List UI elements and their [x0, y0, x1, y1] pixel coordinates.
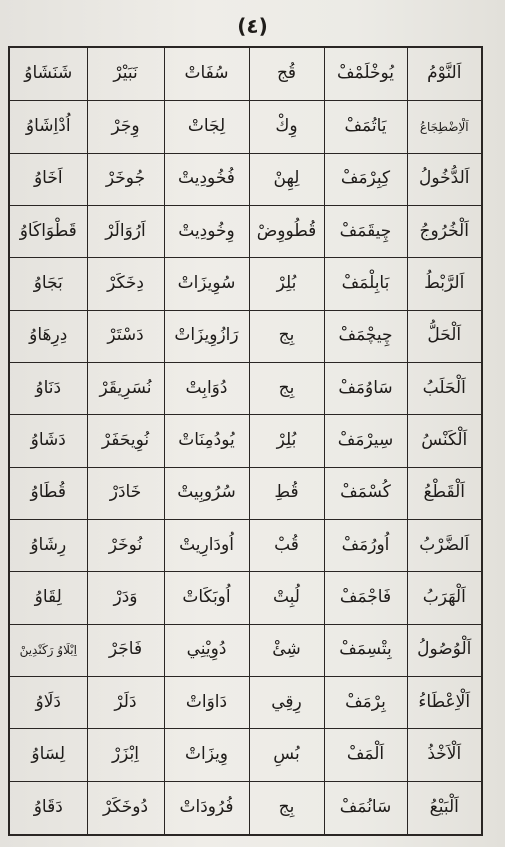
table-cell: اَلدُّخُولُ	[407, 153, 482, 205]
table-cell: اَلْخُرُوجُ	[407, 205, 482, 257]
table-row	[9, 781, 482, 835]
table-cell: خَادَرْ	[87, 467, 164, 519]
table-cell: بُلِرْ	[249, 258, 324, 310]
table-cell: يُودُمِنَاتْ	[164, 415, 249, 467]
table-cell: اَلْهَرَبُ	[407, 572, 482, 624]
table-cell: سِيرْمَفْ	[324, 415, 407, 467]
table-cell: جُوخَرْ	[87, 153, 164, 205]
table-cell: قُطِ	[249, 467, 324, 519]
table-cell: رِقِي	[249, 677, 324, 729]
table-cell: اَلْحَلُّ	[407, 310, 482, 362]
table-cell: لِقَاوُ	[9, 572, 87, 624]
table-row	[9, 415, 482, 467]
table-cell: رَازُوِيزَاتْ	[164, 310, 249, 362]
table-cell: قُج	[249, 47, 324, 101]
table-cell: اَلرَّبْطُ	[407, 258, 482, 310]
table-row	[9, 624, 482, 676]
table-row	[9, 519, 482, 571]
table-cell: دِرِهَاوُ	[9, 310, 87, 362]
table-cell: وِيزَاتْ	[164, 729, 249, 781]
table-cell: وِجَرْ	[87, 101, 164, 153]
table-cell: سُفَاتْ	[164, 47, 249, 101]
table-row	[9, 362, 482, 414]
table-cell: اَلْاَخْذُ	[407, 729, 482, 781]
table-row	[9, 153, 482, 205]
table-cell: لِسَاوُ	[9, 729, 87, 781]
table-cell: اُدْاِشَاوُ	[9, 101, 87, 153]
table-row	[9, 677, 482, 729]
table-cell: شِئْ	[249, 624, 324, 676]
table-cell: چِيچْمَفْ	[324, 310, 407, 362]
table-cell: رِشَاوُ	[9, 519, 87, 571]
table-cell: اَلْوُصُولُ	[407, 624, 482, 676]
table-cell: دُوِيْنِي	[164, 624, 249, 676]
table-cell: فَاجَرْ	[87, 624, 164, 676]
table-cell: فَاجْمَفْ	[324, 572, 407, 624]
table-cell: اِبْزَرْ	[87, 729, 164, 781]
table-cell: لِجَاتْ	[164, 101, 249, 153]
table-row	[9, 205, 482, 257]
table-row	[9, 101, 482, 153]
table-cell: دَشَاوُ	[9, 415, 87, 467]
table-cell: اُوبَكَاتْ	[164, 572, 249, 624]
table-cell: بُسِ	[249, 729, 324, 781]
table-cell: اَلْمَفْ	[324, 729, 407, 781]
table-cell: كُسْمَفْ	[324, 467, 407, 519]
table-cell: اِبْلَاوُ رَكَنْدِينْ	[9, 624, 87, 676]
table-cell: سُوِيزَاتْ	[164, 258, 249, 310]
table-cell: بِرْمَفْ	[324, 677, 407, 729]
table-cell: قُطُووِضْ	[249, 205, 324, 257]
table-cell: اَلْاِضْطِجَاعُ	[407, 101, 482, 153]
table-cell: لُبِتْ	[249, 572, 324, 624]
table-cell: دِخَكَرْ	[87, 258, 164, 310]
table-cell: اَلْحَلَبُ	[407, 362, 482, 414]
table-cell: نُوِيحَفَرْ	[87, 415, 164, 467]
table-cell: وِكْ	[249, 101, 324, 153]
table-cell: اَلْبَيْعُ	[407, 781, 482, 835]
vocabulary-table	[8, 46, 483, 836]
table-cell: اُودَارِيتْ	[164, 519, 249, 571]
table-cell: قُطَاوُ	[9, 467, 87, 519]
table-cell: بُلِرْ	[249, 415, 324, 467]
table-cell: كِبِرْمَفْ	[324, 153, 407, 205]
table-cell: قَطْوَاكَاوُ	[9, 205, 87, 257]
table-cell: اَرُوَالَرْ	[87, 205, 164, 257]
table-row	[9, 310, 482, 362]
table-cell: نُوخَرْ	[87, 519, 164, 571]
table-row	[9, 572, 482, 624]
table-cell: فُخُودِيتْ	[164, 153, 249, 205]
table-cell: سَانُمَفْ	[324, 781, 407, 835]
table-cell: بَجَاوُ	[9, 258, 87, 310]
table-cell: اَلْكَنْسُ	[407, 415, 482, 467]
table-cell: اَلْاِعْطَاءُ	[407, 677, 482, 729]
table-cell: دَقَاوُ	[9, 781, 87, 835]
table-cell: قُبْ	[249, 519, 324, 571]
table-cell: دَلَرْ	[87, 677, 164, 729]
table-cell: دَلَاوُ	[9, 677, 87, 729]
table-cell: وَدَرْ	[87, 572, 164, 624]
table-cell: يُوخْلَمْفْ	[324, 47, 407, 101]
table-cell: اَلنَّوْمُ	[407, 47, 482, 101]
table-cell: اُورُمَفْ	[324, 519, 407, 571]
table-cell: سَاوُمَفْ	[324, 362, 407, 414]
table-cell: دُوخَكَرْ	[87, 781, 164, 835]
table-cell: اَلْقَطْعُ	[407, 467, 482, 519]
table-cell: لِهِنْ	[249, 153, 324, 205]
table-cell: نُسَرِيقَرْ	[87, 362, 164, 414]
table-cell: نَبَيْرْ	[87, 47, 164, 101]
table-cell: اَلضَّرْبُ	[407, 519, 482, 571]
page-number: (٤)	[237, 14, 268, 38]
table-row	[9, 47, 482, 101]
table-body	[9, 47, 482, 835]
table-cell: چِيقَمَفْ	[324, 205, 407, 257]
table-cell: اَخَاوُ	[9, 153, 87, 205]
table-cell: بِج	[249, 362, 324, 414]
table-cell: دَسْتَرْ	[87, 310, 164, 362]
table-cell: فُرُودَاتْ	[164, 781, 249, 835]
table-cell: دَنَاوُ	[9, 362, 87, 414]
table-cell: بِج	[249, 781, 324, 835]
table-cell: بِتْسِمَفْ	[324, 624, 407, 676]
table-row	[9, 258, 482, 310]
table-row	[9, 729, 482, 781]
table-cell: دُوَابِتْ	[164, 362, 249, 414]
table-cell: دَاوَاتْ	[164, 677, 249, 729]
table-cell: وِخُودِيتْ	[164, 205, 249, 257]
table-cell: سُرُوبِيتْ	[164, 467, 249, 519]
table-cell: بَابِلْمَفْ	[324, 258, 407, 310]
table-cell: بِج	[249, 310, 324, 362]
table-cell: يَاتُمَفْ	[324, 101, 407, 153]
table-row	[9, 467, 482, 519]
table-cell: شَنَشَاوُ	[9, 47, 87, 101]
